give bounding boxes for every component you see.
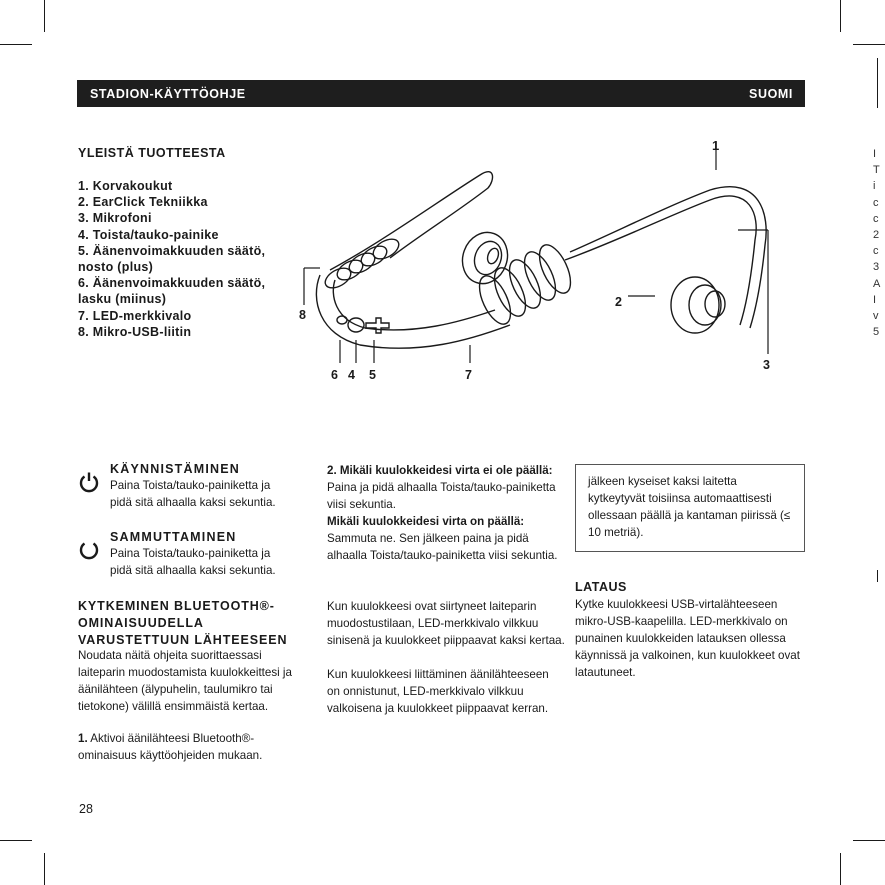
parts-list-item: 2. EarClick Tekniikka: [78, 195, 208, 210]
bluetooth-title: KYTKEMINEN BLUETOOTH®-OMINAISUUDELLA VARUSTETTUUN LÄHTEESEEN: [78, 599, 288, 647]
callout-8-label: 8: [299, 308, 307, 322]
parts-list-item: 6. Äänenvoimakkuuden säätö, lasku (miinus): [78, 276, 266, 307]
power-off-title: SAMMUTTAMINEN: [110, 530, 237, 544]
power-off-text: Paina Toista/tauko-painiketta ja pidä sitä alhaalla kaksi sekuntia.: [110, 547, 276, 577]
header-bar: [77, 80, 805, 107]
bluetooth-intro: Noudata näitä ohjeita suorittaessasi laiteparin muodostamista kuulokkeittesi ja äänilähteen (älypuhelin, taulumikro tai tietokone) välillä ensimmäistä kertaa.: [78, 649, 292, 713]
edge-char: i: [873, 180, 876, 193]
crop-mark: [877, 570, 878, 582]
step2-text: Paina ja pidä alhaalla Toista/tauko-painiketta viisi sekuntia.: [327, 481, 556, 511]
crop-mark: [853, 44, 885, 45]
parts-list-item: 7. LED-merkkivalo: [78, 308, 192, 323]
callout-3-label: 3: [763, 358, 771, 372]
callout-2-label: 2: [615, 295, 623, 309]
parts-list: [78, 178, 278, 340]
crop-mark: [840, 853, 841, 885]
header-language: SUOMI: [749, 87, 793, 101]
power-on-title: KÄYNNISTÄMINEN: [110, 462, 240, 476]
charging-text: Kytke kuulokkeesi USB-virtalähteeseen mikro-USB-kaapelilla. LED-merkkivalo on punainen kuulokkeiden latauksen ollessa käynnissä ja valkoinen, kun kuulokkeet ovat latautuneet.: [575, 598, 800, 679]
edge-char: I: [873, 148, 877, 160]
bluetooth-step1: [78, 730, 293, 764]
crop-mark: [840, 0, 841, 32]
power-off-icon: [78, 539, 100, 561]
callout-6-label: 6: [331, 368, 339, 382]
ear-hook-back-illustration: [330, 172, 493, 270]
callout-1-label: 1: [712, 138, 720, 153]
ear-hook-front-illustration: [565, 187, 766, 328]
headphones-diagram: [290, 130, 790, 390]
edge-char: 3: [873, 261, 880, 274]
note-box: jälkeen kyseiset kaksi laitetta kytkeytyvät toisiinsa automaattisesti ollessaan päällä ja kantaman piirissä (≤ 10 metriä).: [575, 464, 805, 552]
step1-text: Aktivoi äänilähteesi Bluetooth®-ominaisuus käyttöohjeiden mukaan.: [78, 732, 263, 762]
crop-mark: [877, 58, 878, 108]
control-buttons-illustration: [337, 316, 389, 333]
edge-char: 5: [873, 326, 880, 339]
callout-5-label: 5: [369, 368, 377, 382]
power-on-text: Paina Toista/tauko-painiketta ja pidä sitä alhaalla kaksi sekuntia.: [110, 479, 276, 509]
crop-mark: [44, 853, 45, 885]
next-page-edge: [873, 146, 885, 340]
edge-char: c: [873, 196, 879, 209]
step1-number: 1.: [78, 732, 88, 745]
edge-char: A: [873, 277, 881, 290]
edge-char: T: [873, 164, 880, 177]
edge-char: c: [873, 245, 879, 258]
crop-mark: [853, 840, 885, 841]
step2b-text: Sammuta ne. Sen jälkeen paina ja pidä alhaalla Toista/tauko-painiketta viisi sekuntia.: [327, 532, 558, 562]
parts-list-item: 8. Mikro-USB-liitin: [78, 324, 192, 339]
parts-list-item: 5. Äänenvoimakkuuden säätö, nosto (plus): [78, 243, 266, 275]
crop-mark: [0, 840, 32, 841]
page-number: 28: [79, 802, 93, 816]
charging-title: LATAUS: [575, 580, 627, 594]
callout-7-label: 7: [465, 368, 473, 382]
neckband-illustration: [316, 275, 510, 348]
edge-char: I: [873, 293, 877, 306]
parts-list-item: 3. Mikrofoni: [78, 211, 152, 226]
header-title: STADION-KÄYTTÖOHJE: [90, 87, 246, 101]
pairing-success-text: Kun kuulokkeesi liittäminen äänilähteeseen on onnistunut, LED-merkkivalo vilkkuu valkoisena ja kuulokkeet piippaavat kerran.: [327, 668, 549, 715]
parts-list-item: 4. Toista/tauko-painike: [78, 227, 219, 242]
power-on-icon: [78, 471, 100, 493]
earbud-front-illustration: [671, 277, 725, 333]
pairing-mode-text: Kun kuulokkeesi ovat siirtyneet laiteparin muodostustilaan, LED-merkkivalo vilkkuu sinisenä ja kuulokkeet piippaavat kaksi kertaa.: [327, 600, 565, 647]
bluetooth-step2: [327, 462, 563, 564]
edge-char: 2: [873, 229, 880, 242]
callout-4-label: 4: [348, 368, 356, 382]
edge-char: c: [873, 212, 879, 225]
edge-char: v: [873, 310, 879, 323]
step2b-heading: Mikäli kuulokkeidesi virta on päällä:: [327, 515, 525, 528]
parts-list-item: 1. Korvakoukut: [78, 179, 173, 193]
earbud-back-illustration: [455, 226, 514, 290]
overview-title: YLEISTÄ TUOTTEESTA: [78, 146, 226, 160]
crop-mark: [0, 44, 32, 45]
crop-mark: [44, 0, 45, 32]
step2-heading: 2. Mikäli kuulokkeidesi virta ei ole päällä:: [327, 464, 553, 477]
